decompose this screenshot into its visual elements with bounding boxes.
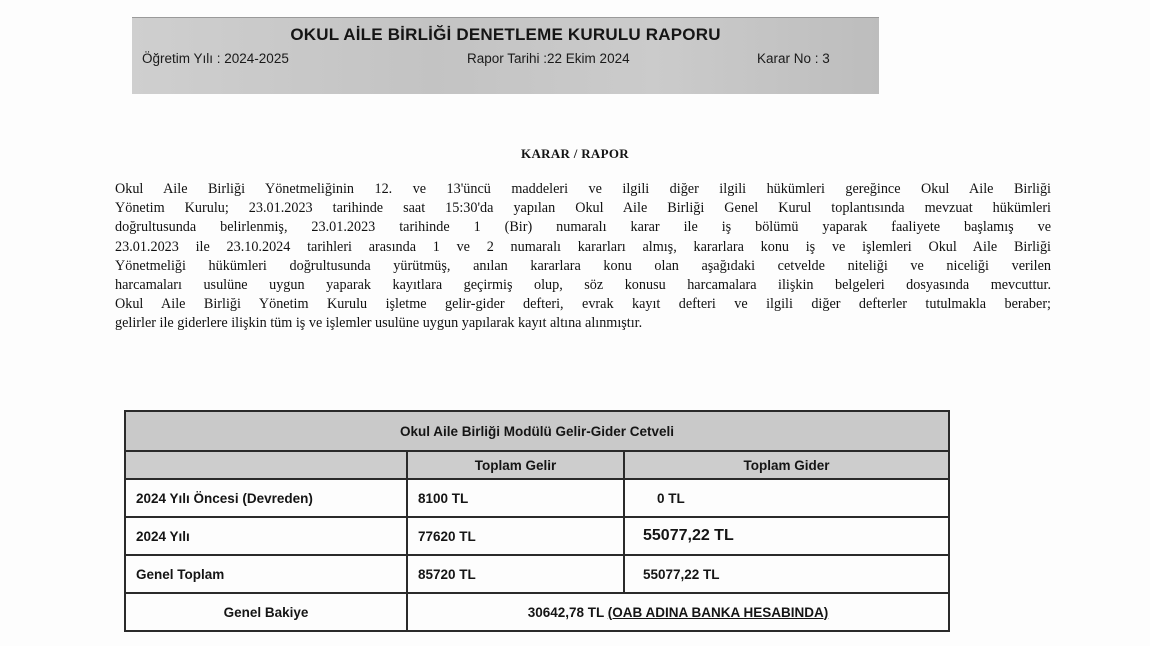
balance-value-cell [407,593,949,631]
academic-year: Öğretim Yılı : 2024-2025 [142,51,289,66]
column-header-expense: Toplam Gider [624,451,949,479]
row-label: 2024 Yılı Öncesi (Devreden) [125,479,407,517]
expense-value: 55077,22 TL [624,555,949,593]
body-line: gelirler ile giderlere ilişkin tüm iş ve işlemler usulüne uygun yapılarak kayıt altına alınmıştır. [115,315,643,332]
row-label: Genel Toplam [125,555,407,593]
report-header [132,17,879,94]
expense-value: 55077,22 TL [624,517,949,555]
header-info-row [132,51,879,71]
balance-note: (OAB ADINA BANKA HESABINDA) [607,604,829,620]
income-expense-table [124,410,950,632]
table-title-row [125,411,949,451]
income-value: 85720 TL [407,555,624,593]
column-header-empty [125,451,407,479]
table-title: Okul Aile Birliği Modülü Gelir-Gider Cetveli [125,411,949,451]
table-row [125,479,949,517]
column-header-income: Toplam Gelir [407,451,624,479]
balance-label: Genel Bakiye [125,593,407,631]
body-line: Yönetmeliği hükümleri doğrultusunda yürütmüş, anılan kararlara konu olan aşağıdaki cetvelde niteliği ve niceliği verilen [115,257,1051,274]
report-date: Rapor Tarihi :22 Ekim 2024 [467,51,630,66]
row-label: 2024 Yılı [125,517,407,555]
decision-number: Karar No : 3 [757,51,830,66]
expense-value: 0 TL [624,479,949,517]
body-line: Okul Aile Birliği Yönetmeliğinin 12. ve 13'üncü maddeleri ve ilgili diğer ilgili hükümleri gereğince Okul Aile Birliği [115,181,1051,197]
report-body [115,180,1051,334]
income-value: 77620 TL [407,517,624,555]
body-line: Yönetim Kurulu; 23.01.2023 tarihinde saat 15:30'da yapılan Okul Aile Birliği Genel Kurul toplantısında mevzuat hükümleri [115,200,1051,217]
body-line: Okul Aile Birliği Yönetim Kurulu işletme gelir-gider defteri, evrak kayıt defteri ve ilgili diğer defterler tutulmakla beraber; [115,296,1051,313]
body-line: harcamaları usulüne uygun yaparak kayıtlara geçirmiş olup, söz konusu harcamalara ilişkin belgeleri dosyasında mevcuttur. [115,277,1051,294]
body-line: 23.01.2023 ile 23.10.2024 tarihleri arasında 1 ve 2 numaralı kararları almış, kararlara konu iş ve işlemleri Okul Aile Birliği [115,238,1051,255]
section-title: KARAR / RAPOR [521,146,629,161]
report-title: OKUL AİLE BİRLİĞİ DENETLEME KURULU RAPORU [290,25,721,44]
body-line: doğrultusunda belirlenmiş, 23.01.2023 tarihinde 1 (Bir) numaralı karar ile iş bölümü yaparak faaliyete başlamış ve [115,219,1051,236]
income-value: 8100 TL [407,479,624,517]
balance-row [125,593,949,631]
table-header-row [125,451,949,479]
table-row [125,555,949,593]
balance-amount: 30642,78 TL [527,604,605,620]
table-row [125,517,949,555]
